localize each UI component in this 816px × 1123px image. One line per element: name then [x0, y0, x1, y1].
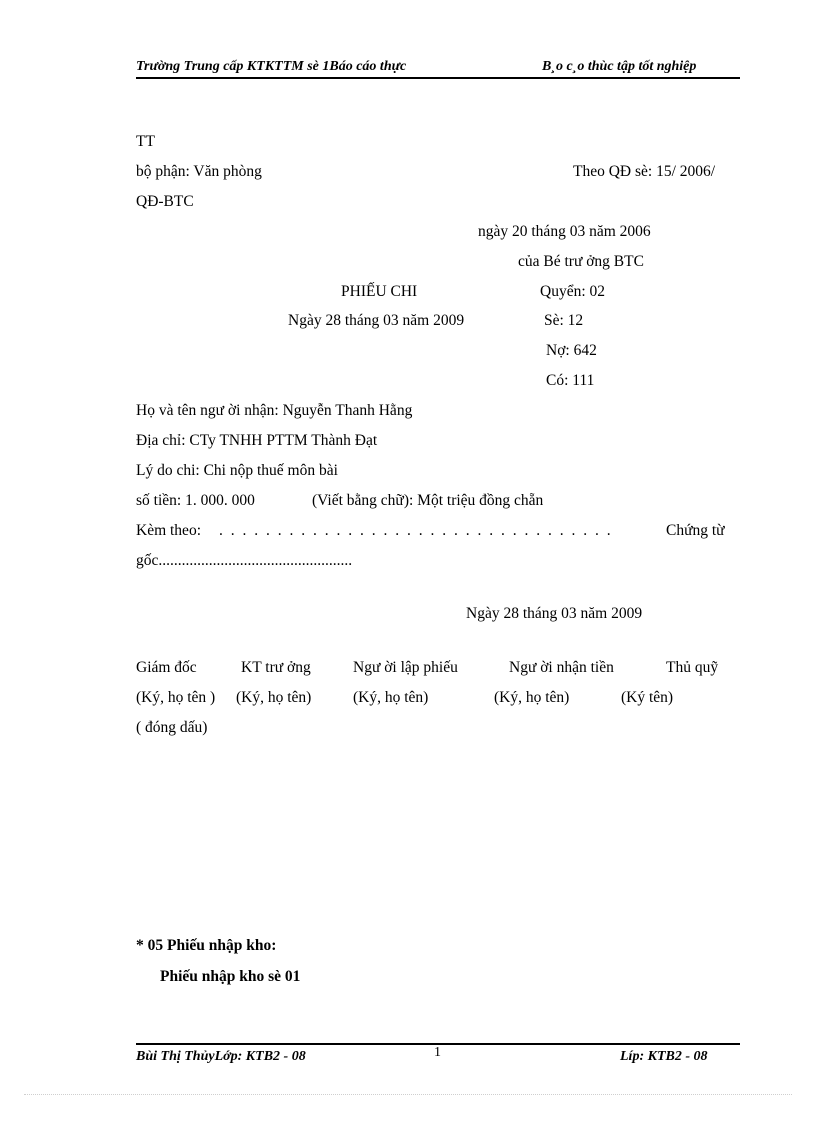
footer-right-text: Líp: KTB2 - 08 [620, 1049, 708, 1064]
header-rule [136, 77, 740, 79]
signer-chief-accountant: KT trư ởng [241, 659, 311, 676]
sign-date: Ngày 28 tháng 03 năm 2009 [466, 605, 643, 622]
page-bottom-dotted-line [24, 1094, 792, 1095]
header-left-text: Trường Trung cấp KTKTTM sè 1Báo cáo thực [136, 59, 407, 74]
document-title: PHIẾU CHI [341, 283, 418, 300]
signer-note-chief-accountant: (Ký, họ tên) [236, 689, 312, 706]
signer-director: Giám đốc [136, 659, 197, 676]
amount-in-words: (Viết bằng chữ): Một triệu đồng chẵn [312, 492, 544, 509]
signer-cashier: Thủ quỹ [666, 659, 719, 676]
decision-issuer: của Bé trư ởng BTC [518, 253, 644, 270]
signer-note-receiver: (Ký, họ tên) [494, 689, 570, 706]
stamp-note: ( đóng dấu) [136, 719, 208, 736]
section-heading: * 05 Phiếu nhập kho: [136, 937, 277, 954]
signer-note-cashier: (Ký tên) [621, 689, 674, 706]
signer-receiver: Ngư ời nhận tiền [509, 659, 614, 676]
recipient-address: Địa chỉ: CTy TNHH PTTM Thành Đạt [136, 432, 378, 449]
decision-ref-cont: QĐ-BTC [136, 193, 194, 210]
section-subheading: Phiếu nhập kho sè 01 [160, 968, 301, 985]
header-right-text: B¸o c¸o thùc tập tốt nghiệp [542, 59, 697, 74]
attached-suffix: Chứng từ [666, 522, 725, 539]
decision-ref: Theo QĐ sè: 15/ 2006/ [573, 163, 716, 180]
signer-preparer: Ngư ời lập phiếu [353, 659, 458, 676]
recipient-name: Họ và tên ngư ời nhận: Nguyễn Thanh Hằng [136, 402, 413, 419]
line-tt: TT [136, 133, 155, 150]
footer-left-text: Bùi Thị ThủyLớp: KTB2 - 08 [136, 1049, 306, 1064]
debit-account: Nợ: 642 [546, 342, 597, 359]
book-number: Quyển: 02 [540, 283, 606, 300]
payment-reason: Lý do chi: Chi nộp thuế môn bài [136, 462, 338, 479]
page-number: 1 [434, 1045, 441, 1060]
department: bộ phận: Văn phòng [136, 163, 262, 180]
signer-note-preparer: (Ký, họ tên) [353, 689, 429, 706]
attached-label: Kèm theo: [136, 522, 201, 539]
original-docs: gốc.................................................. [136, 552, 353, 569]
signer-note-director: (Ký, họ tên ) [136, 689, 216, 706]
document-date: Ngày 28 tháng 03 năm 2009 [288, 312, 465, 329]
document-number: Sè: 12 [544, 312, 584, 329]
attached-dots: . . . . . . . . . . . . . . . . . . . . . . . . . . . . . . . . . . [219, 522, 613, 539]
amount: số tiền: 1. 000. 000 [136, 492, 255, 509]
decision-date: ngày 20 tháng 03 năm 2006 [478, 223, 651, 240]
credit-account: Có: 111 [546, 372, 595, 389]
